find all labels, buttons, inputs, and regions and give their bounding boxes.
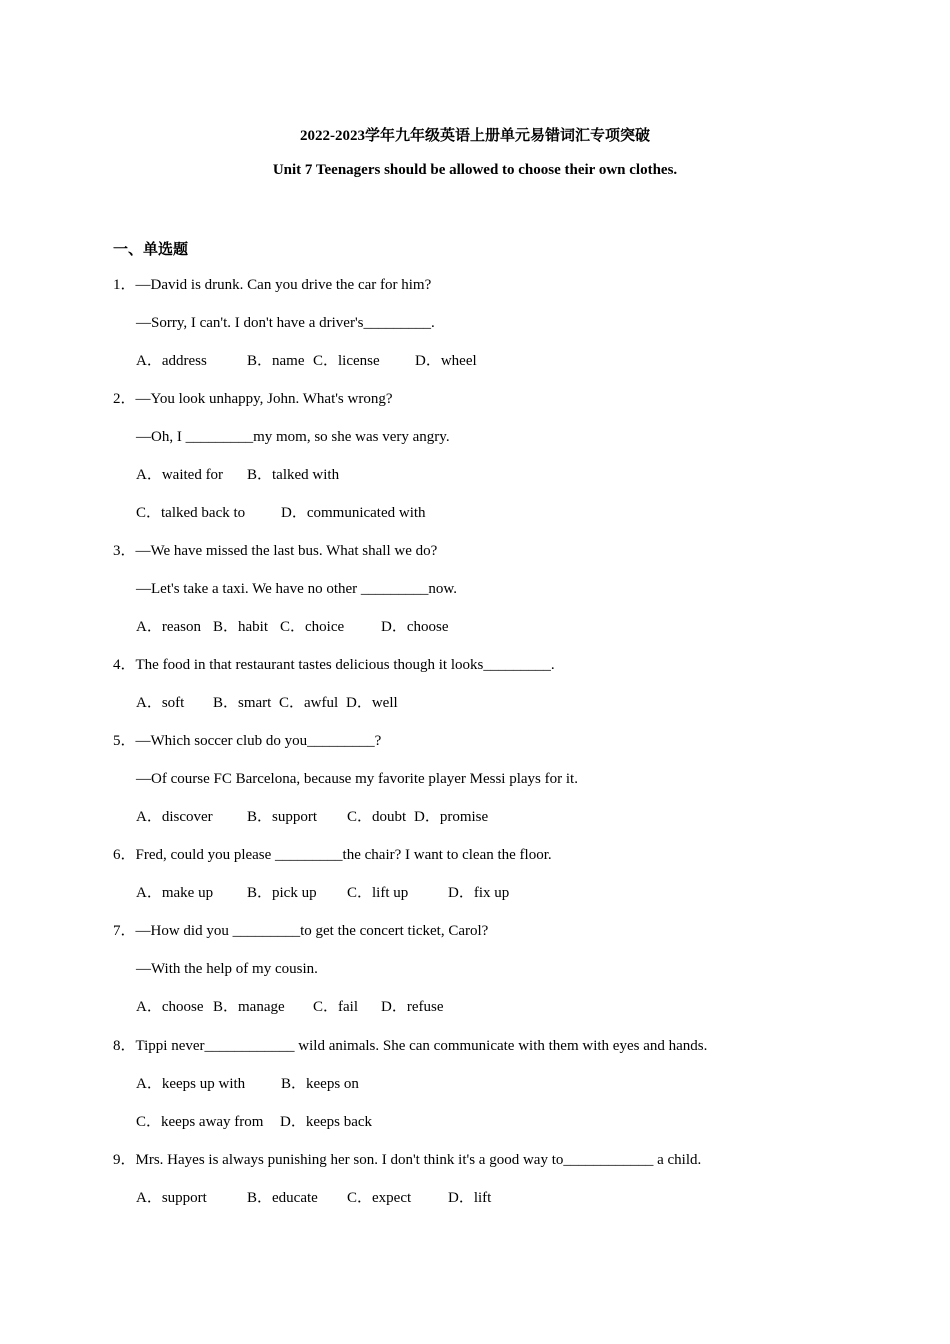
option-d[interactable]: D．wheel xyxy=(415,353,477,369)
option-c[interactable]: C．awful xyxy=(279,695,339,711)
option-a[interactable]: A．make up xyxy=(136,885,214,901)
question-8-stem: 8．Tippi never____________ wild animals. She can communicate with them with eyes and hands. xyxy=(113,1038,708,1054)
question-2-stem: 2．—You look unhappy, John. What's wrong? xyxy=(113,391,393,407)
document-subtitle: Unit 7 Teenagers should be allowed to choose their own clothes. xyxy=(272,162,678,178)
option-a[interactable]: A．address xyxy=(136,353,207,369)
option-b[interactable]: B．support xyxy=(247,809,318,825)
section-heading: 一、单选题 xyxy=(113,242,189,258)
option-b[interactable]: B．smart xyxy=(213,695,272,711)
option-a[interactable]: A．choose xyxy=(136,999,204,1015)
document-title: 2022-2023学年九年级英语上册单元易错词汇专项突破 xyxy=(300,128,650,144)
option-a[interactable]: A．soft xyxy=(136,695,185,711)
option-a[interactable]: A．discover xyxy=(136,809,213,825)
option-b[interactable]: B．keeps on xyxy=(281,1076,359,1092)
option-d[interactable]: D．well xyxy=(346,695,398,711)
option-d[interactable]: D．communicated with xyxy=(281,505,426,521)
option-d[interactable]: D．fix up xyxy=(448,885,510,901)
option-c[interactable]: C．choice xyxy=(280,619,345,635)
option-c[interactable]: C．license xyxy=(313,353,380,369)
option-b[interactable]: B．talked with xyxy=(247,467,340,483)
question-1-stem: 1．—David is drunk. Can you drive the car for him? xyxy=(113,277,432,293)
question-3-stem: 3．—We have missed the last bus. What shall we do? xyxy=(113,543,438,559)
option-b[interactable]: B．pick up xyxy=(247,885,317,901)
option-b[interactable]: B．educate xyxy=(247,1190,318,1206)
question-1-reply: —Sorry, I can't. I don't have a driver's_________. xyxy=(136,315,435,331)
option-a[interactable]: A．waited for xyxy=(136,467,224,483)
option-c[interactable]: C．doubt xyxy=(347,809,407,825)
option-a[interactable]: A．support xyxy=(136,1190,207,1206)
question-5-stem: 5．—Which soccer club do you_________? xyxy=(113,733,382,749)
option-b[interactable]: B．habit xyxy=(213,619,268,635)
option-b[interactable]: B．manage xyxy=(213,999,285,1015)
question-2-reply: —Oh, I _________my mom, so she was very angry. xyxy=(136,429,450,445)
option-c[interactable]: C．expect xyxy=(347,1190,412,1206)
question-6-stem: 6．Fred, could you please _________the chair? I want to clean the floor. xyxy=(113,847,552,863)
option-a[interactable]: A．keeps up with xyxy=(136,1076,246,1092)
option-d[interactable]: D．keeps back xyxy=(280,1114,373,1130)
question-7-reply: —With the help of my cousin. xyxy=(136,961,318,977)
option-d[interactable]: D．choose xyxy=(381,619,449,635)
option-b[interactable]: B．name xyxy=(247,353,305,369)
option-d[interactable]: D．refuse xyxy=(381,999,444,1015)
question-7-stem: 7．—How did you _________to get the concert ticket, Carol? xyxy=(113,923,489,939)
option-d[interactable]: D．promise xyxy=(414,809,489,825)
question-5-reply: —Of course FC Barcelona, because my favorite player Messi plays for it. xyxy=(136,771,578,787)
question-9-stem: 9．Mrs. Hayes is always punishing her son. I don't think it's a good way to____________ a child. xyxy=(113,1152,702,1168)
option-c[interactable]: C．keeps away from xyxy=(136,1114,264,1130)
option-c[interactable]: C．talked back to xyxy=(136,505,246,521)
option-c[interactable]: C．fail xyxy=(313,999,358,1015)
question-3-reply: —Let's take a taxi. We have no other _________now. xyxy=(136,581,457,597)
option-d[interactable]: D．lift xyxy=(448,1190,492,1206)
option-a[interactable]: A．reason xyxy=(136,619,201,635)
question-4-stem: 4．The food in that restaurant tastes delicious though it looks_________. xyxy=(113,657,555,673)
option-c[interactable]: C．lift up xyxy=(347,885,409,901)
